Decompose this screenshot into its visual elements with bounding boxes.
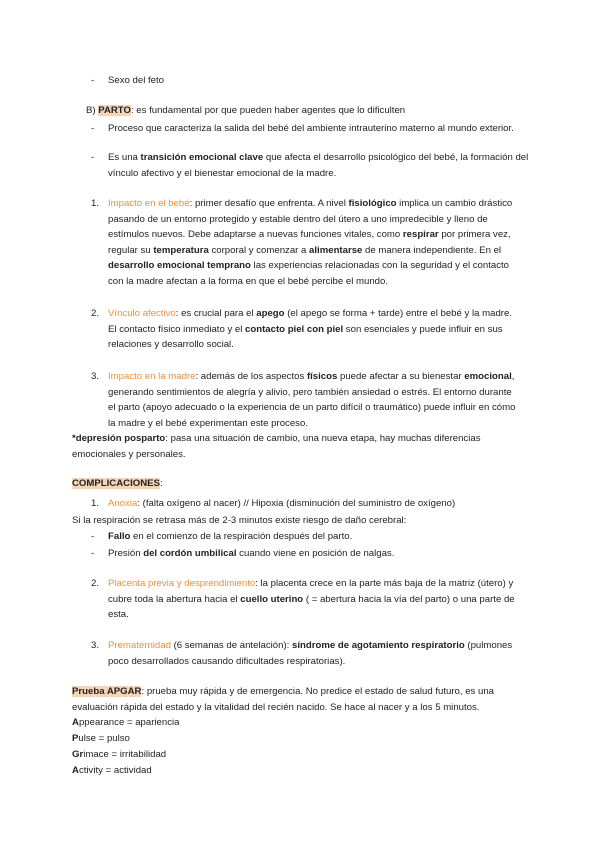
text: : (falta oxígeno al nacer) // Hipoxia (disminución del suministro de oxígeno) <box>137 498 456 509</box>
apgar-row-appearance <box>72 715 179 731</box>
sexo-del-feto: Sexo del feto <box>108 75 165 86</box>
item-impacto-madre <box>108 369 521 431</box>
bold-text: contacto piel con piel <box>245 323 344 335</box>
text: : pasa una situación de cambio, una nueva etapa, hay muchas diferencias emocionales y personales. <box>72 433 481 460</box>
complicacion-anoxia <box>108 496 548 512</box>
bold-text: cuello uterino <box>240 593 304 605</box>
item-title: Vínculo afectivo <box>108 308 176 319</box>
text: Es una <box>108 152 141 163</box>
complicacion-placenta <box>108 576 528 623</box>
text: por primera vez, regular su <box>108 229 511 256</box>
bold-text: síndrome de agotamiento respiratorio <box>292 640 465 651</box>
text: son esenciales y puede influir en sus relaciones y desarrollo social. <box>108 323 503 350</box>
bullet-dash: - <box>91 152 95 163</box>
bold-text: fisiológico <box>348 198 397 209</box>
parto-bullet-2 <box>108 150 533 181</box>
item-vinculo-afectivo <box>108 306 521 353</box>
bold-text: *depresión posparto <box>72 433 166 444</box>
text: ctivity = actividad <box>78 765 152 776</box>
complicaciones-heading: COMPLICACIONES <box>72 478 160 489</box>
bullet-dash: - <box>91 531 95 542</box>
apgar-heading: Prueba APGAR <box>72 686 142 697</box>
list-number: 2. <box>91 578 100 589</box>
list-number: 1. <box>91 498 100 509</box>
text: cuando viene en posición de nalgas. <box>236 548 395 559</box>
section-prefix: B) <box>86 105 96 116</box>
apgar-row-activity <box>72 763 152 779</box>
bold-text: del cordón umbilical <box>143 548 237 559</box>
text: (6 semanas de antelación): <box>170 640 292 651</box>
prueba-apgar <box>72 684 542 715</box>
bold-text: alimentarse <box>309 244 363 256</box>
text: las experiencias relacionadas con la seguridad y el contacto con la madre afectan a la forma en que el bebé percibe el mundo. <box>108 260 510 287</box>
text: corporal y comenzar a <box>208 244 310 256</box>
item-title: Anoxia <box>108 498 138 509</box>
text: : la placenta crece en la parte más baja de la matriz (útero) y cubre toda la abertura hacia el <box>108 578 514 605</box>
text: implica un cambio drástico pasando de un entorno protegido y estable dentro del útero a uno impredecible y lleno de estímulos nuevos. Debe adaptarse a nuevas funciones vitales, como <box>108 198 513 240</box>
bold-text: Gr <box>72 749 84 760</box>
apgar-row-pulse <box>72 731 130 747</box>
parto-heading-text: : es fundamental por que pueden haber agentes que lo dificulten <box>130 105 406 116</box>
apgar-row-grimace <box>72 747 166 763</box>
bold-text: A <box>72 717 79 728</box>
bullet-dash: - <box>91 75 95 86</box>
bold-text: respirar <box>402 229 439 240</box>
item-title: Placenta previa y desprendimiento <box>108 578 256 589</box>
item-title: Prematernidad <box>108 640 171 651</box>
text: Presión <box>108 548 144 559</box>
list-number: 3. <box>91 371 100 382</box>
text: imace = irritabilidad <box>83 749 167 760</box>
text: : además de los aspectos <box>195 371 307 382</box>
parto-heading: PARTO <box>98 105 131 116</box>
text: de manera independiente. En el <box>362 244 502 256</box>
bold-text: A <box>72 765 79 776</box>
bold-text: físicos <box>306 371 338 382</box>
text: , generando sentimientos de alegría y alivio, pero también ansiedad o estrés. El entorno durante el parto (apoyo adecuado o la experiencia de un parto difícil o traumático) puede influir en cómo la madre y el bebé experimentan este proceso. <box>108 371 516 429</box>
bullet-dash: - <box>91 548 95 559</box>
complicacion-bullet-2 <box>108 546 528 562</box>
text: : es crucial para el <box>175 308 257 319</box>
text: que afecta el desarrollo psicológico del bebé, la formación del vínculo afectivo y el bienestar emocional de la madre. <box>108 152 529 179</box>
bullet-dash: - <box>91 123 95 134</box>
complicaciones-intro: Si la respiración se retrasa más de 2-3 minutos existe riesgo de daño cerebral: <box>72 515 407 526</box>
text: : <box>159 478 163 489</box>
text: puede afectar a su bienestar <box>337 371 465 382</box>
item-title: Impacto en la madre <box>108 371 196 382</box>
text: en el comienzo de la respiración después del parto. <box>130 531 353 542</box>
text: ulse = pulso <box>78 733 130 744</box>
list-number: 1. <box>91 198 100 209</box>
bold-text: Fallo <box>108 531 131 542</box>
item-title: Impacto en el bebé <box>108 198 190 209</box>
list-number: 3. <box>91 640 100 651</box>
depresion-posparto <box>72 431 534 462</box>
list-number: 2. <box>91 308 100 319</box>
bold-text: P <box>72 733 79 744</box>
complicaciones-heading-line <box>72 476 372 492</box>
bold-text: temperatura <box>153 244 209 256</box>
text: ppearance = apariencia <box>78 717 180 728</box>
complicacion-prematernidad <box>108 638 528 669</box>
item-impacto-bebe <box>108 196 521 289</box>
bold-text: transición emocional clave <box>140 152 264 163</box>
text: (el apego se forma + tarde) entre el bebé y la madre. El contacto físico inmediato y el <box>108 308 512 335</box>
bold-text: desarrollo emocional temprano <box>108 260 251 271</box>
parto-heading-line <box>86 103 566 119</box>
bold-text: apego <box>256 308 285 319</box>
text: : primer desafío que enfrenta. A nivel <box>189 198 349 209</box>
text: (pulmones poco desarrollados causando dificultades respiratorias). <box>108 640 513 667</box>
complicacion-bullet-1 <box>108 529 528 545</box>
text: ( = abertura hacia la vía del parto) o una parte de esta. <box>108 593 515 620</box>
bold-text: emocional <box>464 371 512 382</box>
parto-bullet-1: Proceso que caracteriza la salida del bebé del ambiente intrauterino materno al mundo exterior. <box>108 123 514 134</box>
text: : prueba muy rápida y de emergencia. No predice el estado de salud futuro, es una evaluación rápida del estado y la vitalidad del recién nacido. Se hace al nacer y a los 5 minutos. <box>72 686 495 713</box>
